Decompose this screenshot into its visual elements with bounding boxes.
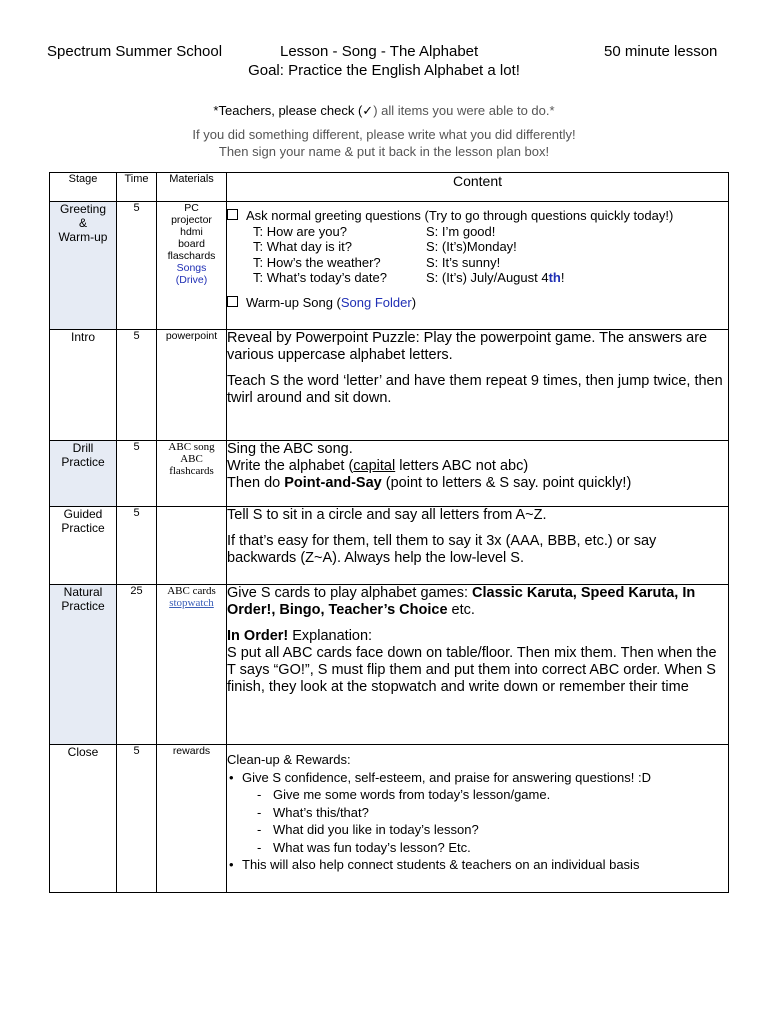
header-stage: Stage [50, 173, 117, 202]
content-cell: Tell S to sit in a circle and say all letters from A~Z. If that’s easy for them, tell them to say it 3x (AAA, BBB, etc.) or say backwards (Z~A). Always help the low-level S. [227, 507, 729, 585]
qa-row: T: What day is it? S: (It’s)Monday! [253, 239, 517, 254]
list-item: - What was fun today’s lesson? Etc. [227, 839, 728, 857]
time-cell: 5 [117, 441, 157, 507]
time-cell: 5 [117, 202, 157, 330]
stage-cell: Drill Practice [50, 441, 117, 507]
content-cell: Give S cards to play alphabet games: Classic Karuta, Speed Karuta, In Order!, Bingo, Teacher’s Choice etc. In Order! Explanation: S put all ABC cards face down on table/floor. Then mix them. Then when the T says “GO!”, S must flip them and put them into correct ABC order. When S finish, they look at the stopwatch and write down or remember their time [227, 585, 729, 745]
materials-cell: powerpoint [157, 330, 227, 441]
stopwatch-link[interactable]: stopwatch [169, 597, 214, 609]
materials-cell [157, 507, 227, 585]
list-item: - Give me some words from today’s lesson/game. [227, 786, 728, 804]
table-row-greeting [50, 202, 729, 330]
lesson-goal: Goal: Practice the English Alphabet a lot! [248, 62, 520, 79]
time-cell: 5 [117, 330, 157, 441]
stage-cell: Close [50, 745, 117, 893]
table-row-guided [50, 507, 729, 585]
content-cell [227, 202, 729, 330]
content-cell: Reveal by Powerpoint Puzzle: Play the powerpoint game. The answers are various uppercase alphabet letters. Teach S the word ‘letter’ and have them repeat 9 times, then jump twice, then twirl around and sit down. [227, 330, 729, 441]
check-mark-icon: ✓ [362, 103, 374, 118]
lesson-plan-table [49, 172, 729, 893]
materials-cell: rewards [157, 745, 227, 893]
stage-cell: Guided Practice [50, 507, 117, 585]
table-row-drill [50, 441, 729, 507]
header-content: Content [227, 173, 729, 202]
table-row-close [50, 745, 729, 893]
content-cell: Sing the ABC song. Write the alphabet (capital letters ABC not abc) Then do Point-and-Say (point to letters & S say. point quickly!) [227, 441, 729, 507]
table-row-natural [50, 585, 729, 745]
time-cell: 25 [117, 585, 157, 745]
checklist-item: Warm-up Song (Song Folder) [227, 295, 728, 311]
qa-row: T: How’s the weather? S: It’s sunny! [253, 254, 501, 270]
time-cell: 5 [117, 507, 157, 585]
return-instructions: If you did something different, please write what you did differently! Then sign your name & put it back in the lesson plan box! [192, 127, 576, 159]
stage-cell: Intro [50, 330, 117, 441]
list-item: • Give S confidence, self-esteem, and praise for answering questions! :D [227, 769, 728, 787]
lesson-duration: 50 minute lesson [604, 43, 718, 60]
header-time: Time [117, 173, 157, 202]
checkbox-icon[interactable] [227, 296, 238, 307]
lesson-title: Lesson - Song - The Alphabet [280, 43, 479, 60]
materials-cell: ABC song ABC flashcards [157, 441, 227, 507]
table-row-intro [50, 330, 729, 441]
materials-cell: PC projector hdmi board flaschards Songs (Drive) [157, 202, 227, 330]
checkbox-icon[interactable] [227, 209, 238, 220]
songs-drive-link[interactable]: Songs (Drive) [175, 262, 208, 286]
time-cell: 5 [117, 745, 157, 893]
checklist-item: Ask normal greeting questions (Try to go through questions quickly today!) [227, 208, 728, 224]
stage-cell: Greeting & Warm-up [50, 202, 117, 330]
qa-row: T: What’s today’s date? S: (It’s) July/August 4th! [253, 270, 565, 285]
school-name: Spectrum Summer School [47, 43, 223, 60]
check-instruction: *Teachers, please check (✓) all items you were able to do.* [213, 103, 555, 118]
table-header-row [50, 173, 729, 202]
materials-cell: ABC cards stopwatch [157, 585, 227, 745]
header-materials: Materials [157, 173, 227, 202]
qa-row: T: How are you? S: I’m good! [253, 223, 496, 239]
list-item: • This will also help connect students & teachers on an individual basis [227, 856, 728, 874]
song-folder-link[interactable]: Song Folder [340, 294, 412, 310]
list-item: - What did you like in today’s lesson? [227, 821, 728, 839]
list-item: - What’s this/that? [227, 804, 728, 822]
stage-cell: Natural Practice [50, 585, 117, 745]
content-cell: Clean-up & Rewards: • Give S confidence, self-esteem, and praise for answering questions! :D - Give me some words from today’s lesson/game. - What’s this/that? - What did you like in today’s lesson? - What was fun today’s lesson? Etc. • This will also help connect students & teachers on an individual basis [227, 745, 729, 893]
